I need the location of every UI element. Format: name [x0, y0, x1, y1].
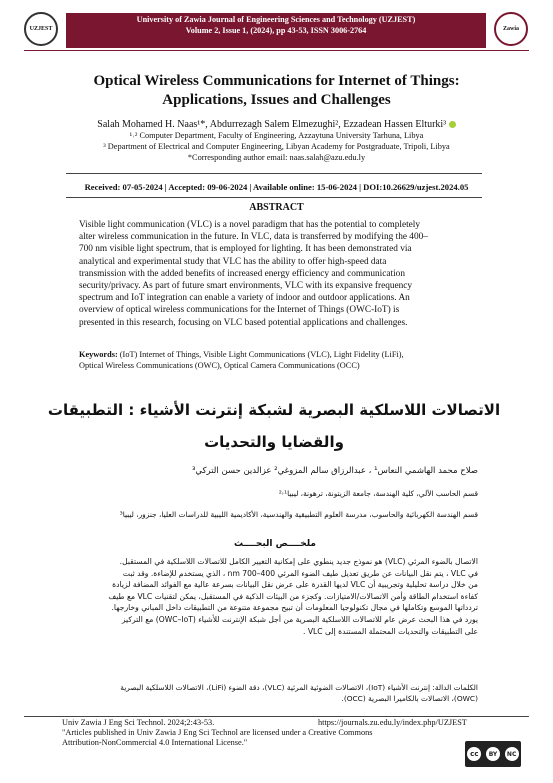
paper-title-line1: Optical Wireless Communications for Internet of Things:: [93, 73, 460, 89]
arabic-affiliation-2: قسم الهندسة الكهربائية والحاسوب، مدرسة العلوم التطبيقية والهندسية، الأكاديمية الليبية للدراسات العليا، جنزور، ليبيا³: [119, 510, 478, 519]
cc-license-badge[interactable]: [465, 741, 521, 767]
journal-name: University of Zawia Journal of Engineering Sciences and Technology (UZJEST): [136, 15, 416, 24]
university-seal-text: Zawia: [502, 26, 519, 32]
journal-url[interactable]: https://journals.zu.edu.ly/index.php/UZJEST: [318, 718, 467, 727]
journal-logo-text: UZJEST: [29, 26, 53, 32]
arabic-title-line1: الاتصالات اللاسلكية البصرية لشبكة إنترنت الأشياء : التطبيقات: [47, 401, 501, 419]
abstract-line: Visible light communication (VLC) is a novel paradigm that has the potential to completely: [79, 220, 421, 230]
publication-dates: Received: 07-05-2024 | Accepted: 09-06-2024 | Available online: 15-06-2024 | DOI:10.26629/uzjest.2024.05: [84, 182, 469, 192]
keywords: [79, 350, 475, 371]
arabic-abstract-line: على التطبيقات والتحديات المحتملة المستندة إلى VLC .: [303, 626, 478, 636]
journal-header-band: [66, 13, 486, 48]
cc-icon: cc: [467, 747, 481, 761]
orcid-icon[interactable]: [449, 121, 456, 128]
keywords-line1: (IoT) Internet of Things, Visible Light Communications (VLC), Light Fidelity (LiFi),: [119, 350, 404, 359]
license-text: [62, 728, 472, 748]
journal-volume: Volume 2, Issue 1, (2024), pp 43-53, ISSN 3006-2764: [185, 25, 367, 35]
abstract-line: spectrum and IoT integration can enable a variety of indoor and outdoor applications. An: [79, 293, 410, 304]
dates-rule-top: [66, 173, 482, 174]
paper-title-line2: Applications, Issues and Challenges: [162, 92, 391, 108]
affiliation-1: ¹˒² Computer Department, Faculty of Engineering, Azzaytuna University Tarhuna, Libya: [129, 131, 424, 140]
arabic-abstract-line: من خلال دراسة تحليلية وتجريبية أن VLC لديها القدرة على عرض نقل البيانات بسرعة عالية مع الفوائد المضافة لزيادة: [112, 580, 478, 590]
author-names: Salah Mohamed H. Naas¹*, Abdurrezagh Salem Elmezughi², Ezzadean Hassen Elturki³: [97, 119, 447, 130]
abstract-line: 700 nm visible light spectrum, that is employed for lighting. It has been demonstrated via: [79, 244, 412, 255]
abstract-line: overview of optical wireless communications for the Internet of Things (OWC-IoT) is: [79, 305, 400, 316]
abstract-line: alter wireless communication in the future. In VLC, data is transferred by modifying the 400–: [79, 232, 428, 243]
nc-icon: NC: [505, 747, 519, 761]
journal-logo: [24, 12, 58, 46]
arabic-title-line2: والقضايا والتحديات: [204, 433, 344, 451]
footer-rule: [24, 716, 529, 717]
arabic-keywords-line2: (OWC)، الاتصالات بالكاميرا البصرية (OCC).: [341, 694, 478, 703]
arabic-abstract-line: الاتصال بالضوء المرئي (VLC) هو نموذج جديد ينطوي على إمكانية التغيير الكامل للاتصالات اللاسلكية في المستقبل.: [119, 557, 478, 566]
arabic-abstract-line: في VLC ، يتم نقل البيانات عن طريق تعديل طيف الضوء المرئي nm 700–400 ، الذي يستخدم للإضاءة. وقد ثبت: [122, 568, 478, 578]
citation: Univ Zawia J Eng Sci Technol. 2024;2:43-53.: [62, 718, 215, 727]
keywords-label: Keywords:: [79, 350, 118, 359]
abstract-line: presented in this research, focusing on VLC based potential applications and challenges.: [79, 317, 408, 328]
abstract-line: transmission with the added benefits of increased energy efficiency and communication: [79, 268, 405, 279]
license-line1: "Articles published in Univ Zawia J Eng Sci Technol are licensed under a Creative Commons: [62, 728, 373, 737]
arabic-affiliation-1: قسم الحاسب الآلي، كلية الهندسة، جامعة الزيتونة، ترهونة، ليبيا¹˒²: [278, 489, 478, 498]
arabic-keywords-line1: الكلمات الدالة: إنترنت الأشياء (IoT)، الاتصالات الضوئية المرئية (VLC)، دقة الضوء (LiFi)، الاتصالات اللاسلكية البصرية: [120, 683, 478, 692]
affiliation-2: ³ Department of Electrical and Computer Engineering, Libyan Academy for Postgraduate, Tripoli, Libya: [103, 142, 450, 151]
abstract-body: [79, 219, 475, 329]
license-line2: Attribution-NonCommercial 4.0 International License.": [62, 738, 248, 748]
abstract-line: analytical and experimental study that VLC has the ability to offer high-speed data: [79, 256, 387, 267]
arabic-abstract-heading: ملخــــص البحــــث: [234, 539, 316, 549]
arabic-abstract-line: يورد في هذا البحث عرض عام للاتصالات اللاسلكية البصرية من أجل شبكة الإنترنت للأشياء (OWC–IoT) مع التركيز: [121, 614, 478, 624]
arabic-abstract-line: تردداتها الموسع وتكاملها في مجال تكنولوجيا المعلومات أن تبيح مجموعة متنوعة من التطبيقات داخل المباني وخارجها.: [111, 603, 478, 613]
arabic-abstract-line: كفاءة استخدام الطاقة وأمن الاتصالات/الامتيازات. وكجزء من البيئات الذكية في المستقبل، يمكن لتقنيات VLC مع طيف: [108, 591, 478, 601]
dates-rule-bottom: [66, 197, 482, 198]
arabic-keywords: [78, 682, 478, 704]
arabic-abstract-body: [78, 556, 478, 637]
by-icon: BY: [486, 747, 500, 761]
author-list: [20, 118, 533, 131]
arabic-authors: صلاح محمد الهاشمي النعاس¹ ، عبدالرزاق سالم المزوغي² عزالدين حسن التركي³: [191, 466, 478, 476]
keywords-line2: Optical Wireless Communications (OWC), Optical Camera Communications (OCC): [79, 360, 360, 370]
abstract-heading: ABSTRACT: [249, 202, 304, 213]
university-seal: [494, 12, 528, 46]
arabic-title: [40, 398, 508, 454]
header-rule: [24, 50, 529, 51]
corresponding-email: *Corresponding author email: naas.salah@azu.edu.ly: [187, 153, 366, 162]
paper-title: [30, 72, 523, 110]
abstract-line: security/privacy. As part of future smart environments, VLC with its expansive frequency: [79, 281, 413, 292]
